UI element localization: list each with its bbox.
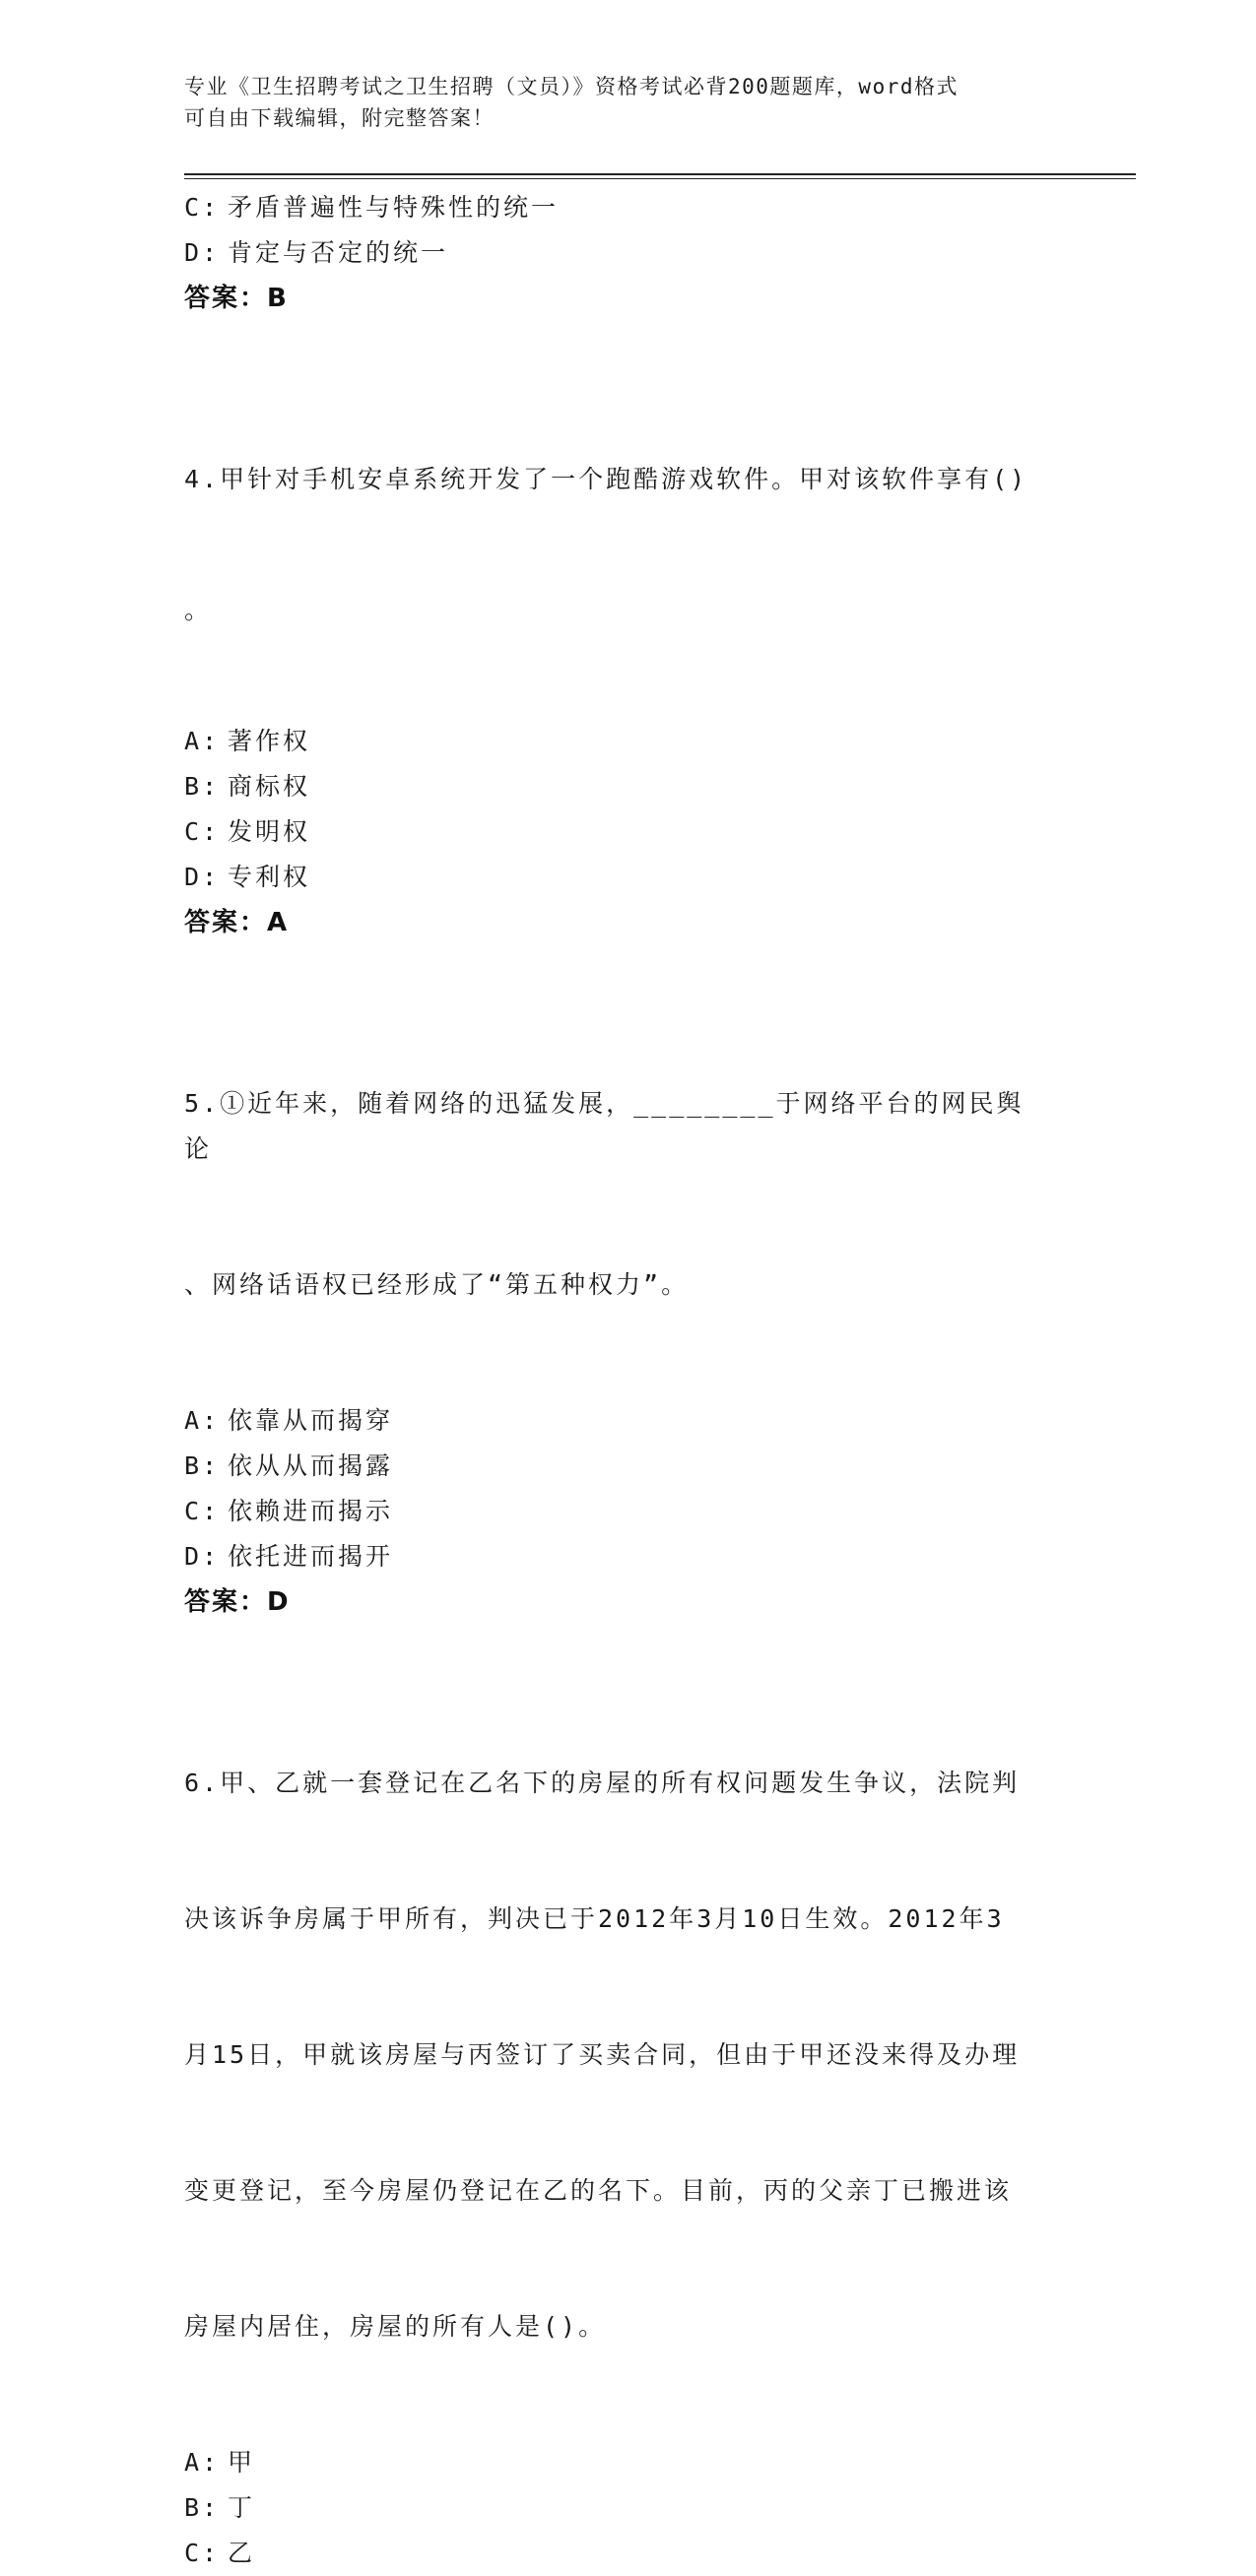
option-text: 商标权 <box>228 772 311 801</box>
question-stem <box>184 991 1051 1398</box>
option-text: 著作权 <box>228 727 311 755</box>
header-title-line-2: 可自由下载编辑，附完整答案！ <box>184 106 495 130</box>
stem-line: 房屋内居住，房屋的所有人是()。 <box>184 2312 607 2341</box>
answer: 答案：A <box>184 908 290 937</box>
stem-line: 5.①近年来，随着网络的迅猛发展，________于网络平台的网民舆论 <box>184 1089 1025 1163</box>
option-label: C: <box>184 1497 221 1525</box>
option-label: B: <box>184 2493 221 2522</box>
question-5 <box>184 991 1071 1625</box>
header-rule-thick <box>184 173 1136 175</box>
option-b <box>184 1444 1071 1489</box>
option-d <box>184 1534 1071 1579</box>
question-stem <box>184 1670 1051 2440</box>
header-rule-thin <box>184 178 1136 179</box>
question-stem <box>184 366 1051 719</box>
option-b <box>184 2485 1071 2531</box>
option-a <box>184 719 1071 764</box>
option-text: 乙 <box>228 2539 256 2567</box>
option-c <box>184 809 1071 855</box>
option-label: D: <box>184 863 221 891</box>
option-b <box>184 764 1071 809</box>
question-4 <box>184 366 1071 945</box>
option-text: 矛盾普遍性与特殊性的统一 <box>228 193 560 222</box>
option-c <box>184 1489 1071 1534</box>
option-label: A: <box>184 727 221 755</box>
option-text: 丁 <box>228 2493 256 2522</box>
answer: 答案：D <box>184 1587 291 1617</box>
question-3-tail <box>184 185 1071 321</box>
stem-line: 变更登记，至今房屋仍登记在乙的名下。目前，丙的父亲丁已搬进该 <box>184 2176 1013 2205</box>
stem-line: 。 <box>184 596 213 624</box>
stem-line: 6.甲、乙就一套登记在乙名下的房屋的所有权问题发生争议，法院判 <box>184 1769 1021 1797</box>
question-6 <box>184 1670 1071 2576</box>
option-label: A: <box>184 2448 221 2477</box>
stem-line: 月15日，甲就该房屋与丙签订了买卖合同，但由于甲还没来得及办理 <box>184 2040 1021 2069</box>
option-label: D: <box>184 238 221 267</box>
option-a <box>184 1398 1071 1444</box>
answer: 答案：B <box>184 284 289 313</box>
stem-line: 、网络话语权已经形成了“第五种权力”。 <box>184 1270 690 1299</box>
option-a <box>184 2440 1071 2485</box>
option-label: C: <box>184 193 221 222</box>
option-c <box>184 2531 1071 2576</box>
option-text: 发明权 <box>228 817 311 846</box>
header-title-line-1: 专业《卫生招聘考试之卫生招聘（文员）》资格考试必背200题题库，word格式 <box>184 75 959 98</box>
stem-line: 4.甲针对手机安卓系统开发了一个跑酷游戏软件。甲对该软件享有() <box>184 465 1028 493</box>
option-label: B: <box>184 772 221 801</box>
question-list <box>184 185 1071 2576</box>
option-label: C: <box>184 817 221 846</box>
option-label: C: <box>184 2539 221 2567</box>
option-text: 甲 <box>228 2448 256 2477</box>
option-text: 依靠从而揭穿 <box>228 1406 394 1435</box>
option-c <box>184 185 1071 230</box>
option-text: 依赖进而揭示 <box>228 1497 394 1525</box>
option-text: 肯定与否定的统一 <box>228 238 449 267</box>
document-header <box>184 71 1051 134</box>
option-text: 依托进而揭开 <box>228 1542 394 1571</box>
option-label: B: <box>184 1451 221 1480</box>
option-text: 依从从而揭露 <box>228 1451 394 1480</box>
stem-line: 决该诉争房属于甲所有，判决已于2012年3月10日生效。2012年3 <box>184 1904 1005 1933</box>
option-d <box>184 855 1071 900</box>
option-label: D: <box>184 1542 221 1571</box>
option-d <box>184 230 1071 276</box>
option-text: 专利权 <box>228 863 311 891</box>
option-label: A: <box>184 1406 221 1435</box>
